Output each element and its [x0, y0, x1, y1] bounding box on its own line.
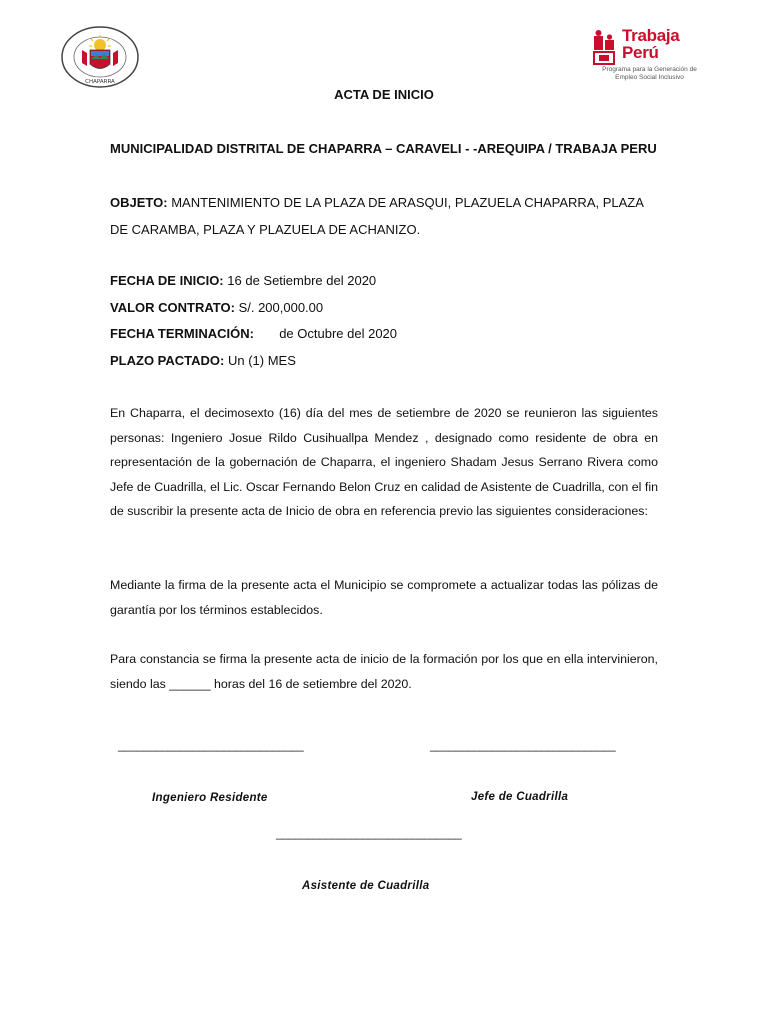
svg-text:CHAPARRA: CHAPARRA [85, 79, 115, 85]
signature-label-jefe: Jefe de Cuadrilla [471, 791, 569, 803]
document-title: ACTA DE INICIO [334, 87, 434, 102]
field-label: VALOR CONTRATO: [110, 300, 235, 315]
field-valor-contrato [110, 300, 323, 315]
trabaja-peru-icon [592, 30, 622, 66]
field-fecha-terminacion [110, 326, 397, 341]
field-fecha-inicio [110, 273, 376, 288]
paragraph-constancia: Para constancia se firma la presente acta de inicio de la formación por los que en ella intervinieron, siendo las ______ horas del 16 de setiembre del 2020. [110, 652, 658, 691]
signature-line-asistente: ______________________________ [276, 826, 462, 840]
signature-label-asistente: Asistente de Cuadrilla [302, 880, 430, 892]
field-label: FECHA TERMINACIÓN: [110, 326, 254, 341]
objeto-block [110, 189, 660, 243]
signature-line-jefe: ______________________________ [430, 738, 616, 752]
field-label: PLAZO PACTADO: [110, 353, 225, 368]
objeto-text: MANTENIMIENTO DE LA PLAZA DE ARASQUI, PLAZUELA CHAPARRA, PLAZA DE CARAMBA, PLAZA Y PLAZUELA DE ACHANIZO. [110, 195, 644, 237]
field-value: S/. 200,000.00 [238, 300, 324, 315]
municipal-seal-icon [60, 26, 140, 88]
trabaja-peru-word-2: Perú [622, 43, 659, 62]
field-value: 16 de Setiembre del 2020 [227, 273, 377, 288]
trabaja-peru-subtitle: Programa para la Generación de Empleo Social Inclusivo [602, 66, 697, 81]
signature-line-residente: ______________________________ [118, 738, 304, 752]
field-value: de Octubre del 2020 [279, 326, 398, 341]
field-label: FECHA DE INICIO: [110, 273, 224, 288]
field-value: Un (1) MES [227, 353, 296, 368]
objeto-label: OBJETO: [110, 195, 168, 210]
paragraph-polizas: Mediante la firma de la presente acta el Municipio se compromete a actualizar todas las pólizas de garantía por los términos establecidos. [110, 578, 658, 617]
document-heading: MUNICIPALIDAD DISTRITAL DE CHAPARRA – CARAVELI - -AREQUIPA / TRABAJA PERU [110, 141, 657, 156]
municipal-seal-logo [60, 26, 140, 88]
trabaja-peru-logo [592, 28, 707, 88]
field-plazo-pactado [110, 353, 296, 368]
signature-label-residente: Ingeniero Residente [152, 792, 268, 804]
paragraph-reunion: En Chaparra, el decimosexto (16) día del mes de setiembre de 2020 se reunieron las siguientes personas: Ingeniero Josue Rildo Cusihuallpa Mendez , designado como residente de obra en representación de la gobernación de Chaparra, el ingeniero Shadam Jesus Serrano Rivera como Jefe de Cuadrilla, el Lic. Oscar Fernando Belon Cruz en calidad de Asistente de Cuadrilla, con el fin de suscribir la presente acta de Inicio de obra en referencia previo las siguientes consideraciones: [110, 406, 658, 519]
trabaja-peru-word-1: Trabaja [622, 26, 680, 45]
